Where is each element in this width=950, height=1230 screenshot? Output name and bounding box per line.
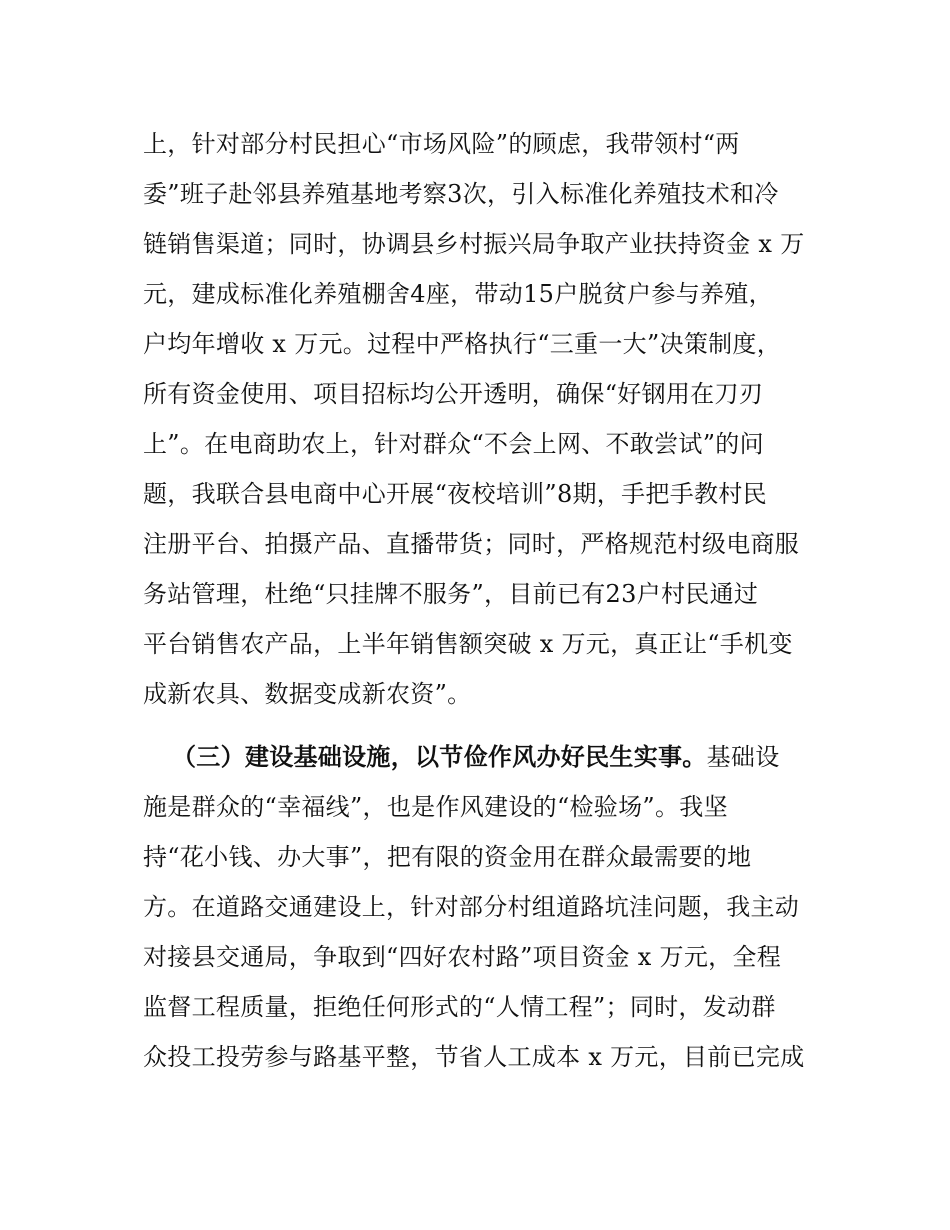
text-line: 链销售渠道；同时，协调县乡村振兴局争取产业扶持资金 x 万 <box>143 230 805 258</box>
text-line: 户均年增收 x 万元。过程中严格执行“三重一大”决策制度， <box>143 330 782 358</box>
text-line: 上，针对部分村民担心“市场风险”的顾虑，我带领村“两 <box>143 130 740 158</box>
text-line: 上”。在电商助农上，针对群众“不会上网、不敢尝试”的问 <box>143 430 764 458</box>
text-line: 对接县交通局，争取到“四好农村路”项目资金 x 万元，全程 <box>143 943 782 971</box>
text-line: 元，建成标准化养殖棚舍4座，带动15户脱贫户参与养殖， <box>143 280 773 308</box>
text-line: 成新农具、数据变成新农资”。 <box>143 680 472 708</box>
text-line: 题，我联合县电商中心开展“夜校培训”8期，手把手教村民 <box>143 480 767 508</box>
section-heading-line <box>172 742 780 772</box>
text-line: 所有资金使用、项目招标均公开透明，确保“好钢用在刀刃 <box>143 380 764 408</box>
text-line: 众投工投劳参与路基平整，节省人工成本 x 万元，目前已完成 <box>143 1043 805 1071</box>
text-line: 方。在道路交通建设上，针对部分村组道路坑洼问题，我主动 <box>143 893 800 921</box>
section-heading: （三）建设基础设施，以节俭作风办好民生实事。 <box>172 743 707 771</box>
heading-line-rest: 基础设 <box>706 743 780 771</box>
text-line: 委”班子赴邻县养殖基地考察3次，引入标准化养殖技术和冷 <box>143 180 779 208</box>
text-line: 施是群众的“幸福线”，也是作风建设的“检验场”。我坚 <box>143 793 728 821</box>
text-line: 平台销售农产品，上半年销售额突破 x 万元，真正让“手机变 <box>143 630 793 658</box>
text-line: 监督工程质量，拒绝任何形式的“人情工程”；同时，发动群 <box>143 993 776 1021</box>
text-line: 持“花小钱、办大事”，把有限的资金用在群众最需要的地 <box>143 843 752 871</box>
text-line: 务站管理，杜绝“只挂牌不服务”，目前已有23户村民通过 <box>143 580 759 608</box>
text-line: 注册平台、拍摄产品、直播带货；同时，严格规范村级电商服 <box>143 530 800 558</box>
